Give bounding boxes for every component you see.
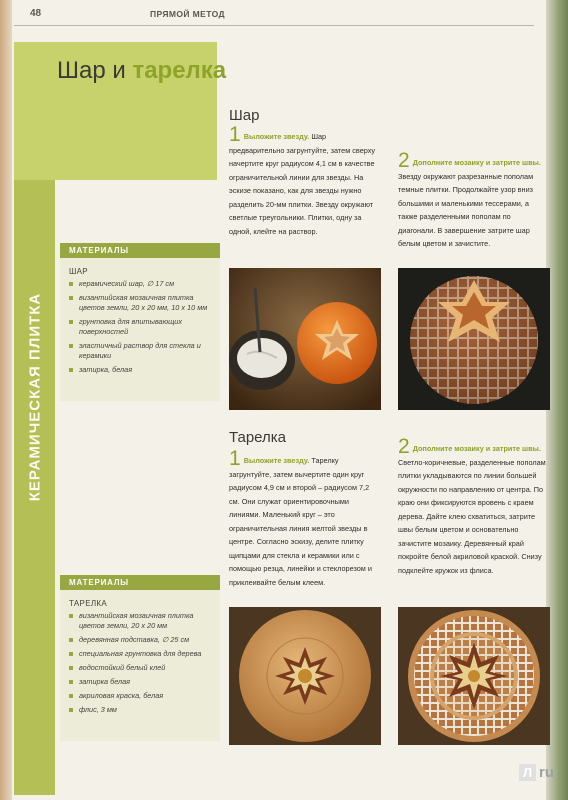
step-lead: Дополните мозаику и затрите швы. [412, 444, 541, 453]
materials-plate-item: затирка белая [69, 677, 214, 687]
plate-photo-step1 [229, 607, 381, 745]
ball-photo-step2 [398, 268, 550, 410]
plate-step1 [229, 447, 381, 589]
materials-ball-list [60, 279, 220, 385]
materials-ball-heading: МАТЕРИАЛЫ [60, 243, 220, 258]
plate-step2 [398, 435, 550, 577]
step-text: Шар предварительно загрунтуйте, затем сверху начертите круг радиусом 4,1 см в качестве ограничительной линии для звезды. На эскизе показано, как для звезды нужно разделить 20-мм плитки. Звезду окружают светлые треугольники. Плитки, одну за одной, клейте на раствор. [229, 132, 376, 236]
step-number: 2 [398, 149, 410, 172]
plate-photo-step2 [398, 607, 550, 745]
step-lead: Выложите звезду. [243, 456, 310, 465]
step-number: 1 [229, 447, 241, 470]
materials-ball-item: керамический шар, ∅ 17 см [69, 279, 214, 289]
materials-ball-item: византийская мозаичная плитка цветов земли, 20 x 20 мм, 10 x 10 мм [69, 293, 214, 313]
step-text: Тарелку загрунтуйте, затем вычертите один круг радиусом 4,9 см и второй – радиусом 7,2 см. Они служат ориентировочными линиями. Маленький круг – это ограничительная линия желтой звезды в центре. Согласно эскизу, делите плитку щипцами для стекла и керамики или с помощью резца, линейки и стеклорезом и приклеивайте белым клеем. [229, 456, 372, 587]
ball-photo-step1-image [229, 268, 381, 410]
step-number: 2 [398, 435, 410, 458]
footer-logo [519, 764, 554, 781]
materials-plate-item: флис, 3 мм [69, 705, 214, 715]
ball-step2 [398, 149, 550, 251]
ball-heading: Шар [229, 107, 260, 124]
materials-plate-item: акриловая краска, белая [69, 691, 214, 701]
section-title: ПРЯМОЙ МЕТОД [150, 9, 225, 19]
ball-photo-step1 [229, 268, 381, 410]
step-lead: Дополните мозаику и затрите швы. [412, 158, 541, 167]
step-lead: Выложите звезду. [243, 132, 310, 141]
materials-ball-item: эластичный раствор для стекла и керамики [69, 341, 214, 361]
plate-photo-step1-image [229, 607, 381, 745]
step-text: Звезду окружают разрезанные пополам темные плитки. Продолжайте узор вниз большими и маленькими тессерами, а также разделенными пополам по диагонали. В завершение затрите шар белым цветом и зачистите. [398, 171, 534, 248]
header-divider [14, 25, 534, 26]
logo-letter: Л [519, 764, 536, 781]
materials-plate-list [60, 611, 220, 725]
materials-ball-item: грунтовка для впитывающих поверхностей [69, 317, 214, 337]
materials-plate-item: водостойкий белый клей [69, 663, 214, 673]
materials-plate-item: специальная грунтовка для дерева [69, 649, 214, 659]
materials-plate-item: деревянная подставка, ∅ 25 см [69, 635, 214, 645]
step-number: 1 [229, 123, 241, 146]
materials-plate-heading: МАТЕРИАЛЫ [60, 575, 220, 590]
materials-ball-item: затирка, белая [69, 365, 214, 375]
plate-heading: Тарелка [229, 429, 287, 446]
materials-ball-subheading: ШАР [69, 267, 88, 276]
left-edge [0, 0, 12, 800]
materials-plate-subheading: ТАРЕЛКА [69, 599, 107, 608]
page-title [57, 57, 226, 85]
title-part2: тарелка [132, 57, 227, 84]
step-text: Светло-коричневые, разделенные пополам плитки укладываются по линии большей окружности по направлению от центра. По краю они фиксируются вровень с краем дерева. Дайте клею схватиться, затрите швы белым цветом и основательно зачистите мозаику. Деревянный край покройте белой акриловой краской. Снизу подклейте кружок из флиса. [398, 457, 546, 575]
ball-step1 [229, 123, 381, 238]
page-number: 48 [30, 8, 42, 19]
logo-text: ru [539, 764, 554, 781]
plate-photo-step2-image [398, 607, 550, 745]
materials-plate-item: византийская мозаичная плитка цветов земли, 20 x 20 мм [69, 611, 214, 631]
materials-plate-box [60, 575, 220, 741]
materials-ball-box [60, 243, 220, 401]
ball-photo-step2-image [398, 268, 550, 410]
side-label: КЕРАМИЧЕСКАЯ ПЛИТКА [26, 292, 44, 502]
title-part1: Шар и [57, 57, 133, 84]
